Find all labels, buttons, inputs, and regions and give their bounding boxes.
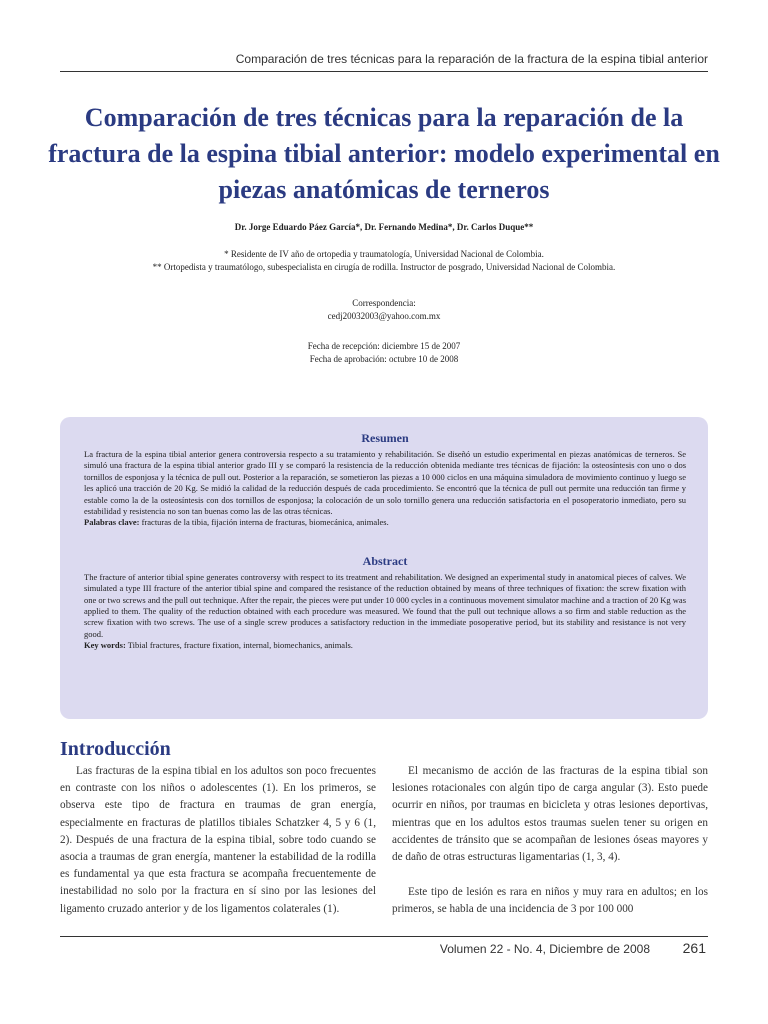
running-header: Comparación de tres técnicas para la reparación de la fractura de la espina tibial anterior bbox=[235, 52, 708, 66]
header-rule bbox=[60, 71, 708, 72]
resumen-heading: Resumen bbox=[361, 431, 409, 445]
intro-paragraph-2: El mecanismo de acción de las fracturas de la espina tibial son lesiones rotacionales con algún tipo de carga angular (3). Esto puede ocurrir en niños, por traumas en bicicleta y otras lesiones deportivas, mientras que en los adultos estos traumas suelen tener su origen en accidentes de tránsito que se acompañan de lesiones óseas mayores y de daño de otras estructuras ligamentarias (1, 3, 4). bbox=[392, 765, 708, 864]
received-date: Fecha de recepción: diciembre 15 de 2007 bbox=[307, 341, 461, 351]
intro-paragraph-3: Este tipo de lesión es rara en niños y muy rara en adultos; en los primeros, se habla de una incidencia de 3 por 100 000 bbox=[392, 886, 708, 916]
affiliation-2: ** Ortopedista y traumatólogo, subespecialista en cirugía de rodilla. Instructor de posgrado, Universidad Nacional de Colombia. bbox=[152, 262, 616, 272]
left-column bbox=[60, 763, 376, 918]
resumen-text bbox=[84, 449, 686, 529]
introduccion-heading: Introducción bbox=[60, 738, 171, 760]
affiliation-1: * Residente de IV año de ortopedia y traumatología, Universidad Nacional de Colombia. bbox=[224, 249, 544, 259]
palabras-clave: fracturas de la tibia, fijación interna de fracturas, biomecánica, animales. bbox=[141, 517, 389, 528]
abstract-body: The fracture of anterior tibial spine generates controversy with respect to its treatment and rehabilitation. We designed an experimental study in anatomical pieces of calves. We simulated a type III fracture of the anterior tibial spine and compared the resistance of the reduction obtained by means of three techniques of fixation: the screw fixation with one or two screws and the pull out technique. After the repair, the pieces were put under 10 000 cycles in a continuous movement simulator machine and a traction of 20 Kg was applied to them. The quality of the reduction obtained with each procedure was measured. We found that the pull out technique allows a so firm and stable reduction as the screw fixation with two screws. The use of a single screw produces a satisfactory reduction in the immediate posoperative period, but its stability and resistance is not very good. bbox=[84, 571, 686, 639]
resumen-body: La fractura de la espina tibial anterior genera controversia respecto a su tratamiento y rehabilitación. Se diseñó un estudio experimental en piezas anatómicas de terneros. Se simuló una fractura de la espina tibial anterior grado III y se comparó la resistencia de la reducción obtenida mediante tres técnicas de fijación: la osteosíntesis con uno o dos tornillos de esponjosa y la técnica de pull out. Posterior a la reparación, se sometieron las piezas a 10 000 ciclos en una máquina simuladora de movimiento continuo y luego se les aplicó una tracción de 20 Kg. Se midió la calidad de la reducción después de cada procedimiento. Se encontró que la técnica de pull out permite una reducción tan firme y estable como la de la osteosíntesis con dos tornillos de esponjosa; la colocación de un solo tornillo genera una reducción satisfactoria en el posoperatorio inmediato, pero su estabilidad y resistencia no son tan buenas como las de las otras técnicas. bbox=[84, 449, 686, 517]
footer-rule bbox=[60, 936, 708, 937]
article-title: Comparación de tres técnicas para la reparación de la fractura de la espina tibial anterior: modelo experimental en piezas anatómicas de terneros bbox=[48, 103, 720, 204]
palabras-clave-label: Palabras clave: bbox=[84, 517, 140, 528]
intro-paragraph-1: Las fracturas de la espina tibial en los adultos son poco frecuentes en contraste con los niños o adolescentes (1). En los primeros, se observa este tipo de fractura en traumas de gran energía, especialmente en fracturas de platillos tibiales Schatzker 4, 5 y 6 (1, 2). Después de una fractura de la espina tibial, sobre todo cuando se asocia a traumas de gran energía, mantener la estabilidad de la rodilla es fundamental ya que esta fractura se acompaña frecuentemente de inestabilidad no solo por la fractura en sí sino por las lesiones del ligamento cruzado anterior y de los ligamentos colaterales (1). bbox=[60, 765, 376, 915]
correspondence-label: Correspondencia: bbox=[352, 298, 416, 308]
page-number: 261 bbox=[682, 940, 706, 956]
key-words-label: Key words: bbox=[84, 640, 126, 651]
section-gap bbox=[84, 529, 686, 554]
abstract-heading: Abstract bbox=[362, 553, 408, 568]
correspondence-email[interactable]: cedj20032003@yahoo.com.mx bbox=[327, 311, 441, 321]
authors: Dr. Jorge Eduardo Páez García*, Dr. Fernando Medina*, Dr. Carlos Duque** bbox=[234, 222, 534, 232]
footer-volume: Volumen 22 - No. 4, Diciembre de 2008 bbox=[439, 942, 650, 956]
right-column bbox=[392, 763, 708, 919]
key-words: Tibial fractures, fracture fixation, internal, biomechanics, animals. bbox=[127, 640, 353, 651]
abstract-text bbox=[84, 572, 686, 652]
abstract-box bbox=[60, 417, 708, 719]
approved-date: Fecha de aprobación: octubre 10 de 2008 bbox=[309, 354, 459, 364]
